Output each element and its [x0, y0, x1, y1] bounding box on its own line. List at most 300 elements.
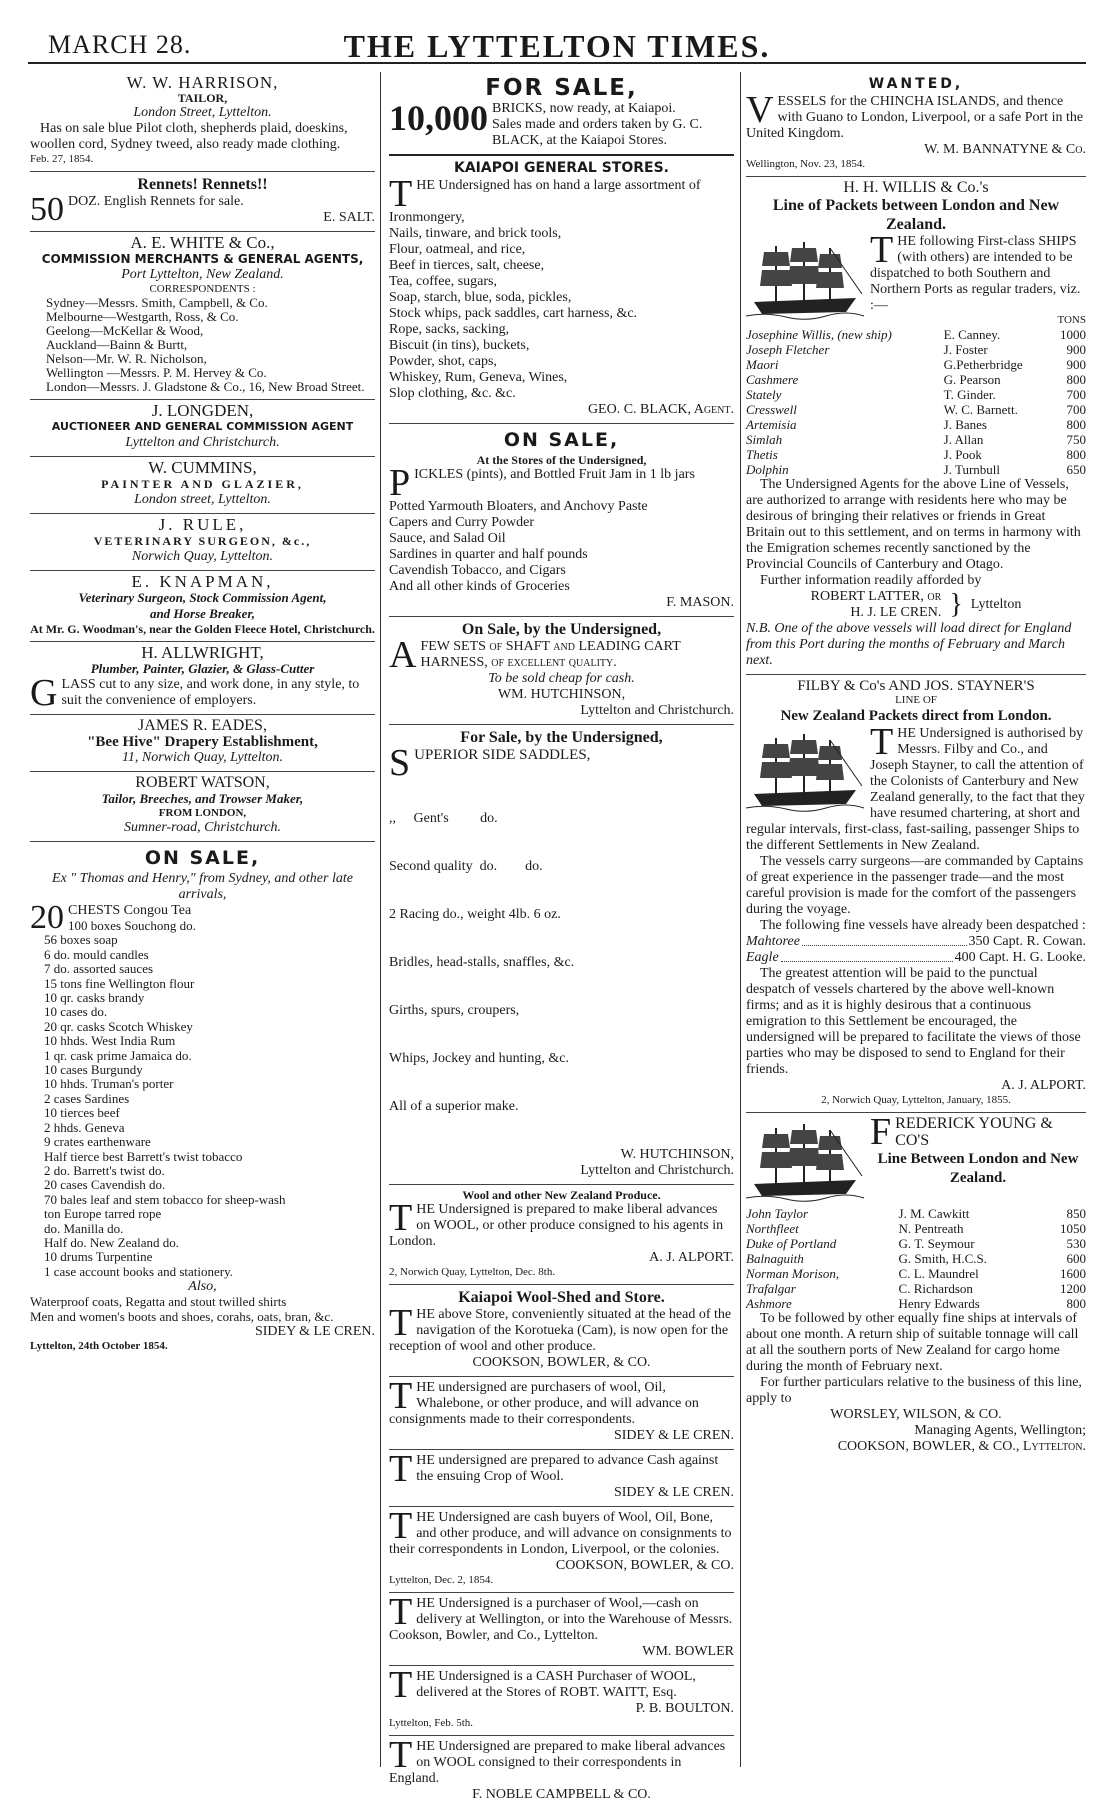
ad-subheading: CORRESPONDENTS :: [149, 283, 256, 295]
ad-signature: COOKSON, BOWLER, & CO., Lyttelton.: [837, 1439, 1086, 1454]
list-item: Ironmongery,: [389, 210, 465, 225]
ad-address: Sumner-road, Christchurch.: [124, 820, 281, 835]
drop-cap: P: [389, 462, 411, 504]
ad-heading: ON SALE,: [503, 429, 620, 451]
ad-name: H. H. WILLIS & Co.'s: [843, 179, 989, 196]
ship-master: Henry Edwards: [898, 1296, 980, 1311]
ad-body: UPERIOR SIDE SADDLES,: [414, 747, 591, 763]
ad-body: FEW SETS of SHAFT and LEADING CART HARNESS, of excellent quality.: [420, 639, 681, 670]
ad-body: BRICKS, now ready, at Kaiapoi.: [492, 101, 676, 116]
ship-master: C. L. Maundrel: [898, 1266, 979, 1281]
ship-name: Trafalgar: [746, 1281, 796, 1296]
ad-body: HE Undersigned is a purchaser of Wool,—cash on delivery at Wellington, or into the Warehouse of Messrs. Cookson, Bowler, and Co., Lyttelton.: [389, 1596, 733, 1643]
ship-tons: 700: [1066, 387, 1086, 402]
ad-onsale: [30, 842, 375, 1358]
list-item: Half do. New Zealand do.: [44, 1234, 180, 1250]
table-row: [746, 1296, 1086, 1311]
ad-heading: KAIAPOI GENERAL STORES.: [454, 160, 669, 176]
ad-mason: [389, 424, 734, 617]
newspaper-title: THE LYTTELTON TIMES.: [343, 28, 771, 64]
ad-body: ESSELS for the CHINCHA ISLANDS, and thence with Guano to London, Liverpool, or a safe Port in the United Kingdom.: [746, 94, 1084, 141]
ad-name: A. E. WHITE & Co.,: [130, 233, 275, 252]
list-item: Sardines in quarter and half pounds: [389, 547, 588, 562]
ad-body: The following fine vessels have already been despatched :: [760, 918, 1086, 933]
column-1: [30, 72, 375, 1769]
ad-trade: PAINTER AND GLAZIER,: [101, 477, 304, 491]
drop-cap: T: [389, 1197, 413, 1239]
ship-name: Dolphin: [746, 462, 789, 477]
ad-signature: A. J. ALPORT.: [649, 1250, 734, 1265]
ship-master: W. C. Barnett.: [943, 402, 1018, 417]
ad-alport-wool: [389, 1185, 734, 1285]
ships-table: [746, 1206, 1086, 1311]
list-item: Nails, tinware, and brick tools,: [389, 226, 562, 241]
ad-cummins: [30, 457, 375, 514]
list-item: 7 do. assorted sauces: [44, 961, 154, 977]
ship-name: Northfleet: [746, 1221, 799, 1236]
ad-trade: Plumber, Painter, Glazier, & Glass-Cutter: [90, 661, 315, 676]
correspondent: Nelson—Mr. W. R. Nicholson,: [46, 351, 207, 366]
drop-cap: T: [389, 1591, 413, 1633]
ship-tons: 700: [1066, 402, 1086, 417]
ad-also: Also,: [188, 1279, 217, 1295]
ad-knapman: [30, 571, 375, 642]
ship-master: J. Turnbull: [943, 462, 1001, 477]
ship-master: E. Canney.: [943, 327, 1001, 342]
ad-watson: [30, 772, 375, 842]
drop-cap: V: [746, 89, 774, 131]
ad-signature: COOKSON, BOWLER, & CO.: [472, 1355, 651, 1370]
ad-body: The Undersigned Agents for the above Line of Vessels, are authorized to arrange with residents here who may be desirous of bringing their relatives or friends in Great Britain out to this settlement, and on terms in harmony with the Emigration schemes recently sanctioned by the Provincial Councils of Canterbury and Otago.: [746, 477, 1081, 572]
drop-cap: S: [389, 742, 411, 784]
list-item: 56 boxes soap: [44, 932, 118, 948]
masthead: [28, 18, 1086, 64]
correspondent: Auckland—Bainn & Burtt,: [46, 337, 188, 352]
table-row: [746, 357, 1086, 372]
ad-bowler: [389, 1593, 734, 1666]
ad-signature: W. M. BANNATYNE & Co.: [924, 142, 1086, 157]
ad-rennets: [30, 172, 375, 232]
table-row: [746, 417, 1086, 432]
list-item: Second quality do. do.: [389, 859, 543, 874]
ad-first-line: CHESTS Congou Tea: [68, 903, 192, 918]
ad-sidey-cash: [389, 1450, 734, 1507]
drop-cap: T: [389, 1302, 413, 1344]
ad-trade: COMMISSION MERCHANTS & GENERAL AGENTS,: [41, 252, 364, 266]
table-row: [746, 1281, 1086, 1296]
column-rule: [380, 72, 381, 1767]
ad-willis: H. H. WILLIS & Co.'s Line of Packets between London and New Zealand. THE following First-class SHIPS (with others) are intended to be dispatched to both Southern and Northern Ports as regular traders, viz. :— TONS Josephine Willis, (new ship) E. Canney. 1000 Joseph Fletcher J. Foster 900 Maori G.Petherbridge 900 Cashmere G. Pearson 800 Stately T. Ginder. 700 Cresswell W. C. Barnett. 700 Artemisia J. Banes 800 Simlah J. Allan 750 Thetis J. Pook 800 Dolphin J. Turnbull 650 The Undersigned Agents for the above Line of Vessels, are authorized to arrange with residents here who may be desirous of bringing their relatives or friends in Great Britain out to this settlement, and on terms in harmony with the Emigration schemes recently sanctioned by the Provincial Councils of Canterbury and Otago. Further information readily afforded by ROBERT LATTER, or H. J. LE CREN. } Lyttelton N.B. One of the above vessels will load direct for England from this Port during the months of February and March next.: [746, 177, 1086, 675]
ship-name: Balnaguith: [746, 1251, 804, 1266]
drop-cap: T: [389, 1448, 413, 1490]
list-item: Half tierce best Barrett's twist tobacco: [44, 1148, 243, 1164]
list-item: Tea, coffee, sugars,: [389, 274, 497, 289]
ad-name: J. RULE,: [158, 515, 247, 534]
ad-signature: WORSLEY, WILSON, & CO.: [830, 1407, 1002, 1422]
ad-date: 2, Norwich Quay, Lyttelton, January, 1855.: [821, 1094, 1011, 1106]
ad-address: Norwich Quay, Lyttelton.: [131, 549, 274, 564]
table-row: [746, 387, 1086, 402]
drop-cap: T: [389, 1664, 413, 1706]
ad-body: The vessels carry surgeons—are commanded by Captains of great experience in the passenger trade—and the most careful provision is made for the comfort of the passengers during the voyage.: [746, 854, 1084, 917]
ad-date: Lyttelton, 24th October 1854.: [30, 1339, 168, 1352]
drop-cap: T: [870, 229, 894, 271]
list-item: ,, Gent's do.: [389, 811, 498, 826]
ad-saddles: [389, 725, 734, 1185]
ad-place: Lyttelton and Christchurch.: [580, 1163, 734, 1178]
drop-cap: T: [870, 721, 894, 763]
ad-subheading: At the Stores of the Undersigned,: [476, 453, 647, 467]
list-item: 9 crates earthenware: [44, 1134, 151, 1150]
ship-name: Stately: [746, 387, 782, 402]
ship-name: Joseph Fletcher: [746, 342, 830, 357]
ad-number: 50: [30, 191, 64, 228]
ad-heading: New Zealand Packets direct from London.: [780, 708, 1052, 724]
table-row: [746, 447, 1086, 462]
ship-name: Duke of Portland: [746, 1236, 837, 1251]
issue-date: MARCH 28.: [48, 30, 192, 59]
ship-name: Mahtoree: [746, 934, 800, 949]
agent-place: Lyttelton: [970, 597, 1022, 612]
ad-body: To be followed by other equally fine ships at intervals of about one month. A return ship of suitable tonnage will call at all the southern ports of New Zealand for cargo home during the month of February next.: [746, 1311, 1079, 1374]
ship-tons: 900: [1066, 357, 1086, 372]
ship-master: G. T. Seymour: [898, 1236, 975, 1251]
ad-body: HE Undersigned is authorised by Messrs. Filby and Co., and Joseph Stayner, to call the attention of the Colonists of Canterbury and New Zealand generally, to the fact that they have resumed chartering, at short and regular intervals, first-class, fast-sailing, passenger Ships to the different Settlements in New Zealand.: [746, 726, 1085, 853]
ad-heading: WANTED,: [868, 76, 964, 92]
correspondent: London—Messrs. J. Gladstone & Co., 16, New Broad Street.: [46, 379, 365, 394]
ad-signature: SIDEY & LE CREN.: [613, 1428, 734, 1443]
list-item: 2 do. Barrett's twist do.: [44, 1162, 165, 1178]
ad-body: HE Undersigned are cash buyers of Wool, Oil, Bone, and other produce, and will advance on consignments to their correspondents in London, Liverpool, or the colonies.: [389, 1510, 732, 1557]
ad-place: Lyttelton and Christchurch.: [580, 703, 734, 718]
ad-name: H. ALLWRIGHT,: [141, 643, 264, 662]
list-item: 15 tons fine Wellington flour: [44, 975, 195, 991]
ship-tons: 1050: [1060, 1221, 1086, 1236]
ad-name: REDERICK YOUNG & CO'S: [895, 1115, 1053, 1149]
ship-tons: 800: [1066, 372, 1086, 387]
ship-tons: 650: [1066, 462, 1086, 477]
ad-trade: VETERINARY SURGEON, &c.,: [93, 534, 312, 548]
list-item: 10 cases Burgundy: [44, 1062, 143, 1078]
ad-signature: W. HUTCHINSON,: [620, 1147, 734, 1162]
list-item: Flour, oatmeal, and rice,: [389, 242, 526, 257]
ship-name: Cresswell: [746, 402, 797, 417]
correspondent: Geelong—McKellar & Wood,: [46, 323, 204, 338]
list-item: 10 hhds. Truman's porter: [44, 1076, 174, 1092]
list-item: Beef in tierces, salt, cheese,: [389, 258, 545, 273]
list-item: 6 do. mould candles: [44, 946, 149, 962]
ad-signature: WM. HUTCHINSON,: [497, 687, 626, 702]
ad-signature: SIDEY & LE CREN.: [254, 1323, 375, 1339]
ad-heading: For Sale, by the Undersigned,: [460, 729, 663, 746]
ad-signature: P. B. BOULTON.: [635, 1701, 734, 1716]
ad-name: W. CUMMINS,: [148, 458, 257, 477]
ad-number: 20: [30, 899, 64, 936]
list-item: Capers and Curry Powder: [389, 515, 535, 530]
ad-heading: FOR SALE,: [485, 75, 638, 101]
ship-master: J. Banes: [943, 417, 987, 432]
table-row: [746, 402, 1086, 417]
agent-name: H. J. LE CREN.: [850, 605, 942, 620]
ship-name: Norman Morison,: [746, 1266, 840, 1281]
ad-allwright: [30, 642, 375, 715]
ad-signature: GEO. C. BLACK, Agent.: [587, 402, 734, 417]
table-row: [746, 372, 1086, 387]
drop-cap: T: [389, 1734, 413, 1776]
ad-date: 2, Norwich Quay, Lyttelton, Dec. 8th.: [389, 1266, 556, 1278]
ship-master: G. Smith, H.C.S.: [898, 1251, 988, 1266]
ad-trade: and Horse Breaker,: [149, 606, 256, 621]
ad-campbell: [389, 1736, 734, 1808]
ad-name: ROBERT WATSON,: [135, 774, 270, 791]
ad-eades: [30, 715, 375, 772]
table-row: [746, 1236, 1086, 1251]
ad-heading: Wool and other New Zealand Produce.: [462, 1188, 661, 1202]
ad-body: ICKLES (pints), and Bottled Fruit Jam in 1 lb jars: [414, 467, 695, 482]
ad-address: London Street, Lyttelton.: [133, 105, 272, 120]
table-row: [746, 432, 1086, 447]
ad-cookson: [389, 1507, 734, 1593]
ad-white: [30, 232, 375, 400]
ship-master: G. Pearson: [943, 372, 1001, 387]
ship-master: C. Richardson: [898, 1281, 973, 1296]
ad-young: [746, 1113, 1086, 1460]
list-item: 10 tierces beef: [44, 1105, 120, 1121]
ad-body: HE following First-class SHIPS (with others) are intended to be dispatched to both Southern and Northern Ports as regular traders, viz. :—: [870, 234, 1081, 313]
list-item: Powder, shot, caps,: [389, 354, 497, 369]
ad-body: HE undersigned are prepared to advance Cash against the ensuing Crop of Wool.: [416, 1453, 719, 1484]
ad-body: For further particulars relative to the business of this line, apply to: [746, 1375, 1082, 1406]
list-item: 2 Racing do., weight 4lb. 6 oz.: [389, 907, 561, 922]
ad-body: HE undersigned are purchasers of wool, Oil, Whalebone, or other produce, and will advance on consignments made to their correspondents.: [389, 1380, 699, 1427]
drop-cap: A: [389, 634, 417, 676]
ad-bricks: [389, 72, 734, 156]
ship-name: John Taylor: [746, 1206, 808, 1221]
ad-signature: WM. BOWLER: [642, 1644, 734, 1659]
ad-sidey-wool: [389, 1377, 734, 1450]
drop-cap: G: [30, 672, 58, 714]
ad-boulton: [389, 1666, 734, 1736]
ship-name: Ashmore: [746, 1296, 792, 1311]
list-item: Biscuit (in tins), buckets,: [389, 338, 530, 353]
ad-address: At Mr. G. Woodman's, near the Golden Fleece Hotel, Christchurch.: [30, 622, 375, 636]
ad-name: W. W. HARRISON,: [126, 73, 279, 92]
ad-number: 10,000: [389, 98, 488, 138]
list-item: Rope, sacks, sacking,: [389, 322, 510, 337]
ad-heading: Rennets! Rennets!!: [137, 176, 268, 193]
ship-tons: 530: [1066, 1236, 1086, 1251]
ad-body: HE above Store, conveniently situated at the head of the navigation of the Korotueka (Cam), is now open for the reception of wool and other produce.: [389, 1307, 732, 1354]
table-row: [746, 1266, 1086, 1281]
ad-trade: Veterinary Surgeon, Stock Commission Agent,: [78, 590, 327, 605]
ship-tons: 1000: [1060, 327, 1086, 342]
ship-master: J. Allan: [943, 432, 984, 447]
table-row: [746, 1251, 1086, 1266]
ad-signature: SIDEY & LE CREN.: [613, 1485, 734, 1500]
column-rule: [740, 72, 741, 1767]
ad-signature: E. SALT.: [323, 210, 375, 225]
list-item: 100 boxes Souchong do.: [68, 918, 196, 933]
ad-filby: [746, 675, 1086, 1113]
drop-cap: T: [389, 1505, 413, 1547]
list-item: 1 qr. cask prime Jamaica do.: [44, 1047, 192, 1063]
tons-label: TONS: [1057, 314, 1086, 326]
ad-address: 11, Norwich Quay, Lyttelton.: [121, 750, 284, 765]
ship-name: Simlah: [746, 432, 783, 447]
list-item: Men and women's boots and shoes, corahs, oats, bran, &c.: [30, 1308, 334, 1324]
ad-body: Has on sale blue Pilot cloth, shepherds plaid, doeskins, woollen cord, Sydney tweed, also ready made clothing.: [30, 121, 348, 152]
ad-wanted: [746, 72, 1086, 177]
ad-trade: "Bee Hive" Drapery Establishment,: [87, 734, 318, 750]
ad-name: J. LONGDEN,: [151, 401, 254, 420]
list-item: 20 cases Cavendish do.: [44, 1177, 166, 1193]
ad-date: Lyttelton, Feb. 5th.: [389, 1717, 474, 1729]
ad-woolshed: [389, 1285, 734, 1377]
list-item: Waterproof coats, Regatta and stout twilled shirts: [30, 1294, 287, 1310]
ship-master: J. Foster: [943, 342, 988, 357]
ad-signature: F. MASON.: [666, 595, 734, 610]
ship-master: J. Pook: [943, 447, 982, 462]
ad-note: To be sold cheap for cash.: [488, 671, 635, 686]
list-item: And all other kinds of Groceries: [389, 579, 570, 594]
column-3: [746, 72, 1086, 1769]
ship-tons: 600: [1066, 1251, 1086, 1266]
ad-note: N.B. One of the above vessels will load direct for England from this Port during the months of February and March next.: [746, 621, 1072, 668]
ad-heading: On Sale, by the Undersigned,: [461, 621, 662, 638]
drop-cap: T: [389, 1375, 413, 1417]
correspondent: Melbourne—Westgarth, Ross, & Co.: [46, 309, 239, 324]
table-row: [746, 342, 1086, 357]
ad-heading: Line Between London and New Zealand.: [877, 1151, 1079, 1186]
list-item: 2 cases Sardines: [44, 1090, 130, 1106]
list-item: 20 qr. casks Scotch Whiskey: [44, 1018, 193, 1034]
ad-trade: TAILOR,: [177, 91, 228, 105]
ship-master: J. M. Cawkitt: [898, 1206, 970, 1221]
list-item: Girths, spurs, croupers,: [389, 1003, 520, 1018]
ship-illustration: [746, 728, 864, 814]
ship-name: Josephine Willis, (new ship): [746, 327, 892, 342]
drop-cap: F: [870, 1111, 892, 1153]
table-row: [746, 1206, 1086, 1221]
ship-name: Maori: [746, 357, 779, 372]
list-item: 10 drums Turpentine: [44, 1249, 153, 1265]
list-item: 10 hhds. West India Rum: [44, 1033, 176, 1049]
ship-tons: 900: [1066, 342, 1086, 357]
ad-heading: Line of Packets between London and New Zealand.: [772, 197, 1060, 233]
table-row: [746, 1221, 1086, 1236]
ad-date: Lyttelton, Dec. 2, 1854.: [389, 1574, 494, 1586]
ship-name: Artemisia: [746, 417, 797, 432]
ad-signature: Managing Agents, Wellington;: [914, 1423, 1086, 1438]
ad-heading: ON SALE,: [144, 847, 261, 869]
list-item: Sauce, and Salad Oil: [389, 531, 506, 546]
drop-cap: T: [389, 173, 413, 215]
ship-tons: 850: [1066, 1206, 1086, 1221]
ad-address: Port Lyttelton, New Zealand.: [121, 267, 284, 282]
ship-tons: 1200: [1060, 1281, 1086, 1296]
ad-address: London street, Lyttelton.: [134, 492, 271, 507]
ad-name: JAMES R. EADES,: [138, 717, 267, 734]
list-item: Cavendish Tobacco, and Cigars: [389, 563, 566, 578]
ad-address: Lyttelton and Christchurch.: [125, 435, 280, 450]
ship-name: Eagle: [746, 950, 779, 965]
ship-illustration: [746, 1118, 864, 1204]
table-row: [746, 327, 1086, 342]
list-item: ton Europe tarred rope: [44, 1206, 162, 1222]
ship-tons: 1600: [1060, 1266, 1086, 1281]
ad-trade: Tailor, Breeches, and Trowser Maker,: [101, 791, 304, 806]
list-item: 70 bales leaf and stem tobacco for sheep-wash: [44, 1191, 286, 1207]
list-item: Stock whips, pack saddles, cart harness, &c.: [389, 306, 638, 321]
ships-table: [746, 327, 1086, 477]
ad-harness: [389, 617, 734, 725]
agent-name: ROBERT LATTER, or: [810, 589, 942, 604]
ad-body: DOZ. English Rennets for sale.: [68, 194, 244, 209]
ad-body: HE Undersigned is a CASH Purchaser of WOOL, delivered at the Stores of ROBT. WAITT, Esq.: [416, 1669, 696, 1700]
list-item: do. Manilla do.: [44, 1220, 124, 1236]
ad-heading: Kaiapoi Wool-Shed and Store.: [458, 1289, 665, 1306]
ad-body: HE Undersigned are prepared to make liberal advances on WOOL consigned to their correspondents in England.: [389, 1739, 726, 1786]
ad-signature: A. J. ALPORT.: [1001, 1078, 1086, 1093]
list-item: Potted Yarmouth Bloaters, and Anchovy Paste: [389, 499, 648, 514]
ad-body: HE Undersigned has on hand a large assortment of: [416, 178, 701, 193]
ad-body: Sales made and orders taken by G. C. BLACK, at the Kaiapoi Stores.: [492, 117, 703, 148]
ad-signature: F. NOBLE CAMPBELL & CO.: [472, 1787, 651, 1802]
ad-longden: [30, 400, 375, 457]
list-item: 10 cases do.: [44, 1004, 108, 1020]
ship-illustration: [746, 236, 864, 322]
ship-tons: 800: [1066, 447, 1086, 462]
list-item: Soap, starch, blue, soda, pickles,: [389, 290, 572, 305]
ship-master: T. Ginder.: [943, 387, 996, 402]
list-item: Whiskey, Rum, Geneva, Wines,: [389, 370, 568, 385]
column-2: [389, 72, 734, 1802]
ad-from: FROM LONDON,: [158, 807, 247, 819]
table-row: [746, 950, 1086, 966]
ad-body: The greatest attention will be paid to the punctual despatch of vessels chartered by the above well-known firms; and as it is highly desirous that a continuous emigration to this Settlement be encouraged, the undersigned will be prepared to facilitate the views of those parties who may be disposed to send to England for their friends.: [746, 966, 1081, 1077]
ship-name: Thetis: [746, 447, 778, 462]
ad-body: HE Undersigned is prepared to make liberal advances on WOOL, or other produce consigned to his agents in London.: [389, 1202, 724, 1249]
table-row: [746, 462, 1086, 477]
ad-name: E. KNAPMAN,: [131, 572, 274, 591]
list-item: Bridles, head-stalls, snaffles, &c.: [389, 955, 575, 970]
ship-detail: 350 Capt. R. Cowan.: [968, 934, 1086, 949]
correspondent: Sydney—Messrs. Smith, Campbell, & Co.: [46, 295, 268, 310]
ship-tons: 800: [1066, 417, 1086, 432]
list-item: 10 qr. casks brandy: [44, 990, 145, 1006]
ad-lineof: LINE OF: [895, 694, 937, 706]
ad-date: Feb. 27, 1854.: [30, 153, 94, 165]
ad-rule: [30, 514, 375, 571]
ship-name: Cashmere: [746, 372, 799, 387]
ad-body: LASS cut to any size, and work done, in any style, to suit the convenience of employers.: [61, 677, 360, 708]
table-row: [746, 934, 1086, 950]
list-item: All of a superior make.: [389, 1099, 519, 1114]
correspondent: Wellington —Messrs. P. M. Hervey & Co.: [46, 365, 267, 380]
list-item: Slop clothing, &c. &c.: [389, 386, 516, 401]
ad-name: FILBY & Co's AND JOS. STAYNER'S: [797, 678, 1035, 694]
ad-signature: COOKSON, BOWLER, & CO.: [555, 1558, 734, 1573]
ad-body: Further information readily afforded by: [760, 573, 982, 588]
ad-harrison: [30, 72, 375, 172]
ship-master: G.Petherbridge: [943, 357, 1023, 372]
ad-trade: AUCTIONEER AND GENERAL COMMISSION AGENT: [51, 420, 354, 433]
ad-subheading: Ex " Thomas and Henry," from Sydney, and other late arrivals,: [52, 871, 353, 902]
list-item: 2 hhds. Geneva: [44, 1119, 125, 1135]
list-item: Whips, Jockey and hunting, &c.: [389, 1051, 570, 1066]
ad-date: Wellington, Nov. 23, 1854.: [746, 158, 866, 170]
ship-tons: 750: [1066, 432, 1086, 447]
